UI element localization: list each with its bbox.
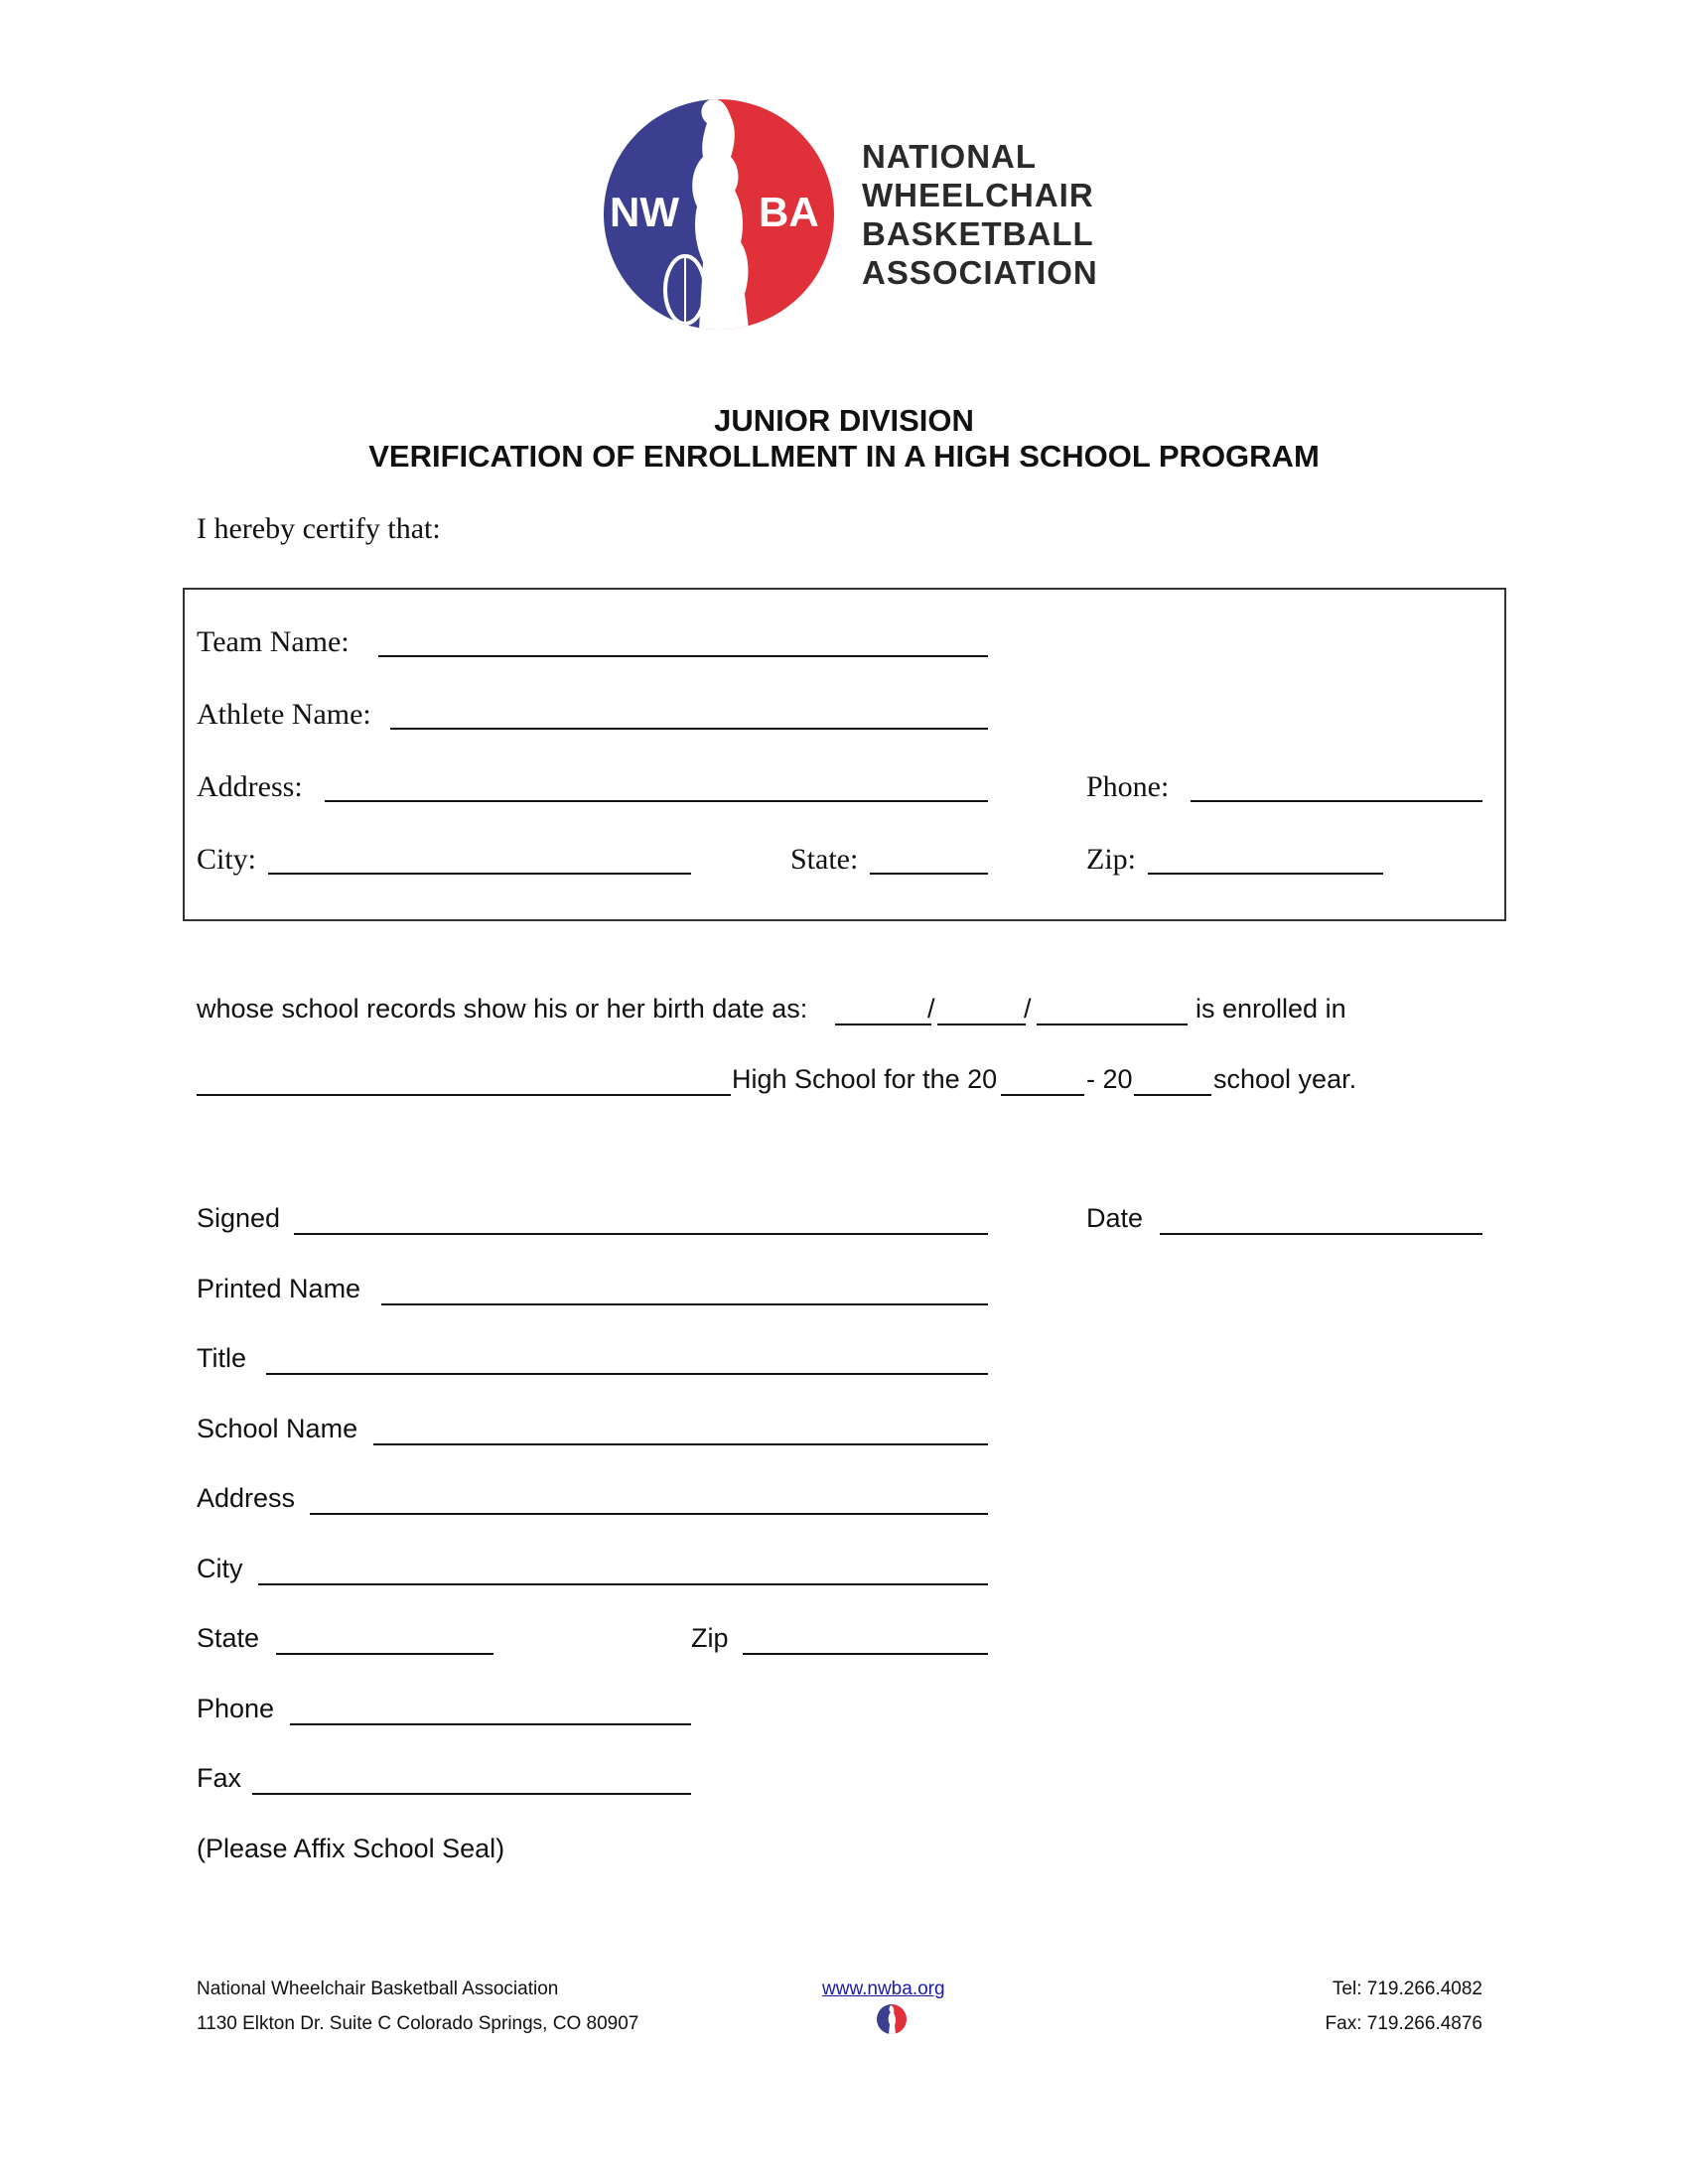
footer-tel: Tel: 719.266.4082 [1332, 1979, 1482, 1999]
date-field[interactable] [1160, 1233, 1482, 1235]
intro-text: I hereby certify that: [197, 512, 441, 545]
start-year-field[interactable] [1001, 1094, 1084, 1096]
athlete-name-field[interactable] [390, 728, 988, 730]
school-zip-label: Zip [691, 1623, 729, 1653]
division-heading: JUNIOR DIVISION [714, 403, 974, 438]
logo-line-3: BASKETBALL [862, 215, 1094, 252]
state-field[interactable] [870, 873, 988, 875]
seal-note: (Please Affix School Seal) [197, 1834, 505, 1863]
footer-fax: Fax: 719.266.4876 [1325, 2013, 1482, 2034]
school-fax-label: Fax [197, 1763, 242, 1793]
zip-label: Zip: [1086, 843, 1136, 876]
footer-website-link[interactable]: www.nwba.org [822, 1979, 945, 1999]
team-name-field[interactable] [378, 655, 988, 657]
state-label: State: [790, 843, 859, 876]
school-fax-field[interactable] [252, 1793, 691, 1795]
birth-year-field[interactable] [1037, 1024, 1188, 1025]
city-label: City: [197, 843, 257, 876]
high-school-field[interactable] [197, 1094, 731, 1096]
school-year-text: school year. [1213, 1064, 1357, 1094]
logo-nw-text: NW [610, 189, 679, 235]
high-school-text: High School for the 20 [732, 1064, 998, 1094]
school-phone-field[interactable] [290, 1723, 691, 1725]
school-address-field[interactable] [310, 1513, 988, 1515]
athlete-name-label: Athlete Name: [197, 698, 371, 731]
birth-month-field[interactable] [835, 1024, 931, 1025]
logo-wordmark [862, 137, 1098, 292]
team-name-label: Team Name: [197, 625, 350, 658]
logo-line-1: NATIONAL [862, 138, 1038, 175]
address-label: Address: [197, 770, 303, 803]
birth-date-statement: whose school records show his or her birth date as: [197, 994, 808, 1024]
school-state-label: State [197, 1623, 260, 1653]
footer-address: 1130 Elkton Dr. Suite C Colorado Springs, CO 80907 [197, 2013, 639, 2034]
school-state-field[interactable] [276, 1653, 493, 1655]
signed-label: Signed [197, 1203, 281, 1233]
footer-org-name: National Wheelchair Basketball Association [197, 1979, 559, 1999]
zip-field[interactable] [1148, 873, 1383, 875]
school-address-label: Address [197, 1483, 296, 1513]
form-title: VERIFICATION OF ENROLLMENT IN A HIGH SCHOOL PROGRAM [368, 439, 1320, 474]
date-label: Date [1086, 1203, 1144, 1233]
logo-line-2: WHEELCHAIR [862, 177, 1094, 213]
end-year-field[interactable] [1134, 1094, 1211, 1096]
address-field[interactable] [325, 800, 988, 802]
title-label: Title [197, 1343, 247, 1373]
phone-field[interactable] [1191, 800, 1482, 802]
logo-line-4: ASSOCIATION [862, 254, 1098, 291]
logo-ba-text: BA [759, 189, 819, 235]
footer-nwba-icon [876, 2003, 908, 2035]
city-field[interactable] [268, 873, 691, 875]
phone-label: Phone: [1086, 770, 1170, 803]
nwba-logo-mark [600, 95, 838, 334]
date-slash-1: / [927, 994, 935, 1024]
school-phone-label: Phone [197, 1694, 275, 1723]
school-name-label: School Name [197, 1414, 358, 1443]
year-dash-text: - 20 [1086, 1064, 1133, 1094]
date-slash-2: / [1024, 994, 1032, 1024]
enrolled-text: is enrolled in [1196, 994, 1346, 1024]
school-city-label: City [197, 1554, 243, 1583]
title-field[interactable] [266, 1373, 988, 1375]
printed-name-label: Printed Name [197, 1274, 361, 1303]
school-name-field[interactable] [373, 1443, 988, 1445]
signed-field[interactable] [294, 1233, 988, 1235]
birth-day-field[interactable] [937, 1024, 1026, 1025]
school-city-field[interactable] [258, 1583, 988, 1585]
school-zip-field[interactable] [743, 1653, 988, 1655]
printed-name-field[interactable] [381, 1303, 988, 1305]
